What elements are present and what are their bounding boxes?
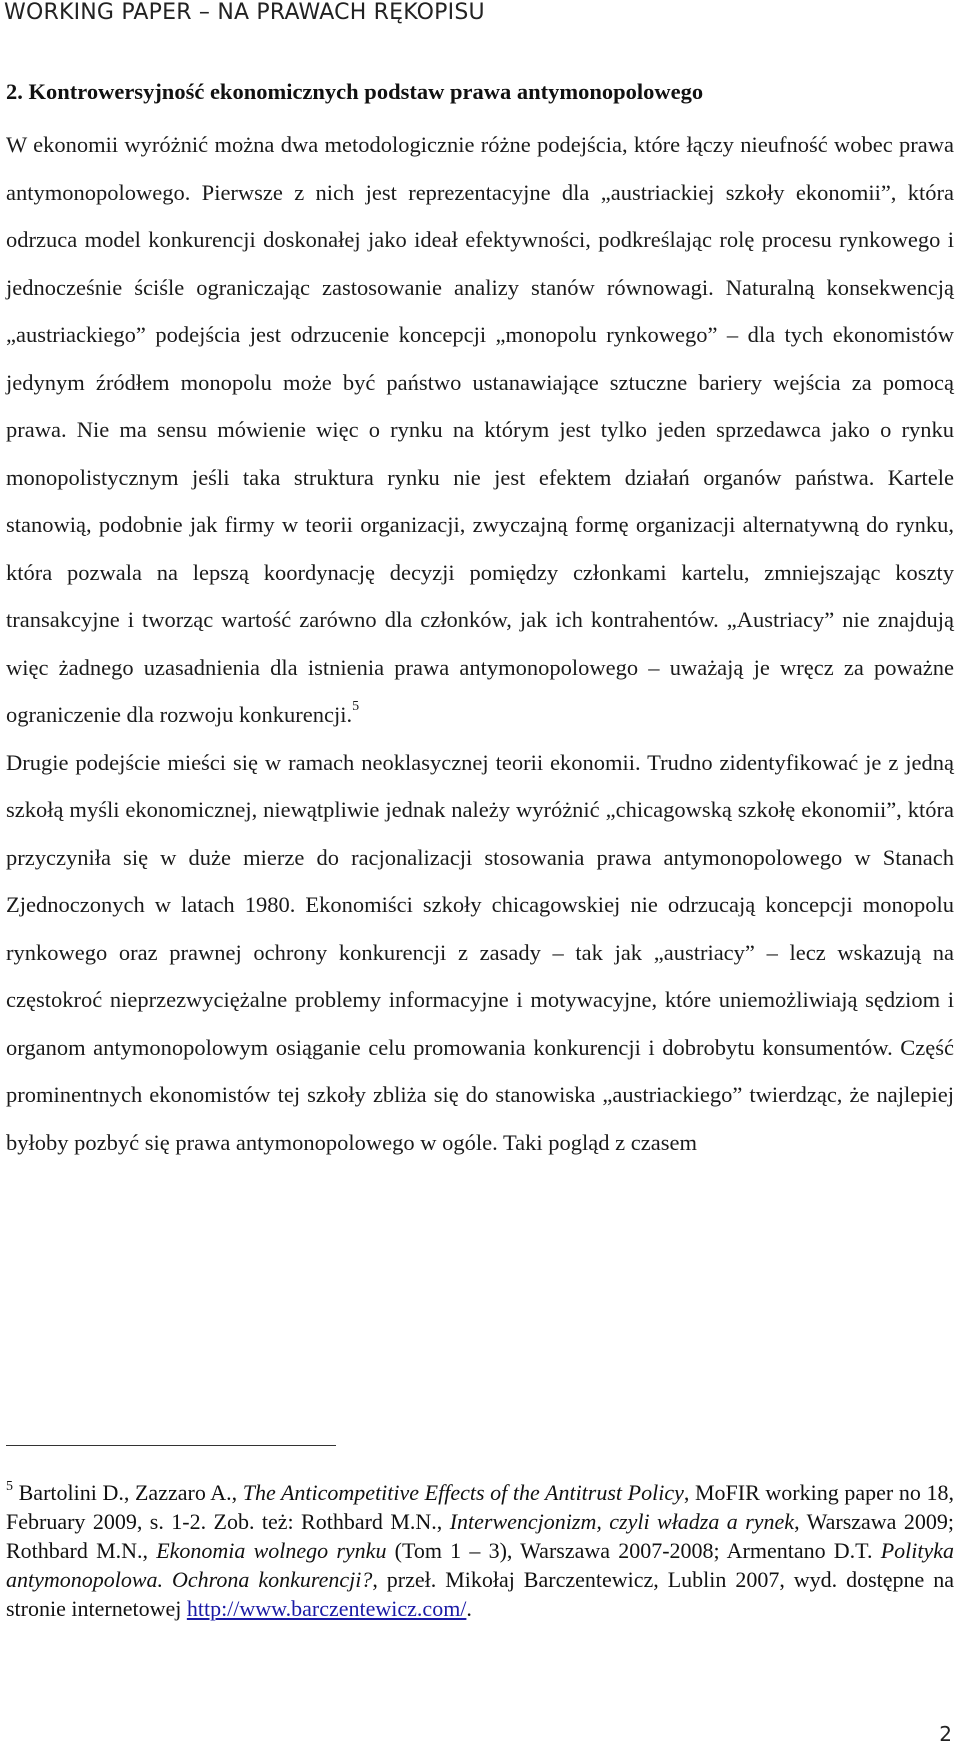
footnote-text-6: . (466, 1596, 472, 1621)
footnote-title-2: Interwencjonizm, czyli władza a rynek (449, 1509, 795, 1534)
footnote-title-4: Polityka antymonopolowa. Ochrona konkurencji? (6, 1538, 954, 1592)
footnote-number: 5 (6, 1479, 13, 1494)
footnote (6, 1478, 954, 1623)
footnote-text-5: , przeł. Mikołaj Barczentewicz, Lublin 2007, wyd. dostępne na stronie internetowej (6, 1567, 954, 1621)
footnote-text-3: , Warszawa 2009; Rothbard M.N., (6, 1509, 954, 1563)
section-title: 2. Kontrowersyjność ekonomicznych podstaw prawa antymonopolowego (6, 79, 704, 104)
footnote-link[interactable]: http://www.barczentewicz.com/ (186, 1596, 467, 1621)
main-text (6, 121, 954, 1166)
running-header: WORKING PAPER – NA PRAWACH RĘKOPISU (4, 0, 485, 25)
paragraph-1-text: W ekonomii wyróżnić można dwa metodologicznie różne podejścia, które łączy nieufność wobec prawa antymonopolowego. Pierwsze z nich jest reprezentacyjne dla „austriackiej szkoły ekonomii”, która odrzuca model konkurencji doskonałej jako ideał efektywności, podkreślając rolę procesu rynkowego i jednocześnie ściśle ograniczając zastosowanie analizy stanów równowagi. Naturalną konsekwencją „austriackiego” podejścia jest odrzucenie koncepcji „monopolu rynkowego” – dla tych ekonomistów jedynym źródłem monopolu może być państwo ustanawiające sztuczne bariery wejścia za pomocą prawa. Nie ma sensu mówienie więc o rynku na którym jest tylko jeden sprzedawca jako o rynku monopolistycznym jeśli taka struktura rynku nie jest efektem działań organów państwa. Kartele stanowią, podobnie jak firmy w teorii organizacji, zwyczajną formę organizacji alternatywną do rynku, która pozwala na lepszą koordynację decyzji pomiędzy członkami kartelu, zmniejszając koszty transakcyjne i tworząc wartość zarówno dla członków, jak ich kontrahentów. „Austriacy” nie znajdują więc żadnego uzasadnienia dla istnienia prawa antymonopolowego – uważają je wręcz za poważne ograniczenie dla rozwoju konkurencji. (6, 132, 954, 727)
footnote-title-1: The Anticompetitive Effects of the Antitrust Policy (242, 1480, 684, 1505)
footnote-title-3: Ekonomia wolnego rynku (156, 1538, 387, 1563)
footnote-text-2: , MoFIR working paper no 18, February 2009, s. 1-2. Zob. też: Rothbard M.N., (6, 1480, 954, 1534)
footnote-marker[interactable]: 5 (352, 699, 360, 714)
footnote-text-1: Bartolini D., Zazzaro A., (13, 1480, 243, 1505)
paragraph-2: Drugie podejście mieści się w ramach neoklasycznej teorii ekonomii. Trudno zidentyfikować je z jedną szkołą myśli ekonomicznej, niewątpliwie jednak należy wyróżnić „chicagowską szkołę ekonomii”, która przyczyniła się w duże mierze do racjonalizacji stosowania prawa antymonopolowego w Stanach Zjednoczonych w latach 1980. Ekonomiści szkoły chicagowskiej nie odrzucają koncepcji monopolu rynkowego oraz prawnej ochrony konkurencji z zasady – tak jak „austriacy” – lecz wskazują na częstokroć nieprzezwyciężalne problemy informacyjne i motywacyjne, które uniemożliwiają sędziom i organom antymonopolowym osiąganie celu promowania konkurencji i dobrobytu konsumentów. Część prominentnych ekonomistów tej szkoły zbliża się do stanowiska „austriackiego” twierdząc, że najlepiej byłoby pozbyć się prawa antymonopolowego w ogóle. Taki pogląd z czasem (6, 749, 954, 1155)
footnote-text-4: (Tom 1 – 3), Warszawa 2007-2008; Armentano D.T. (386, 1538, 881, 1563)
page-number: 2 (939, 1722, 952, 1746)
footnote-separator (6, 1445, 336, 1446)
paragraph-1 (6, 121, 954, 739)
